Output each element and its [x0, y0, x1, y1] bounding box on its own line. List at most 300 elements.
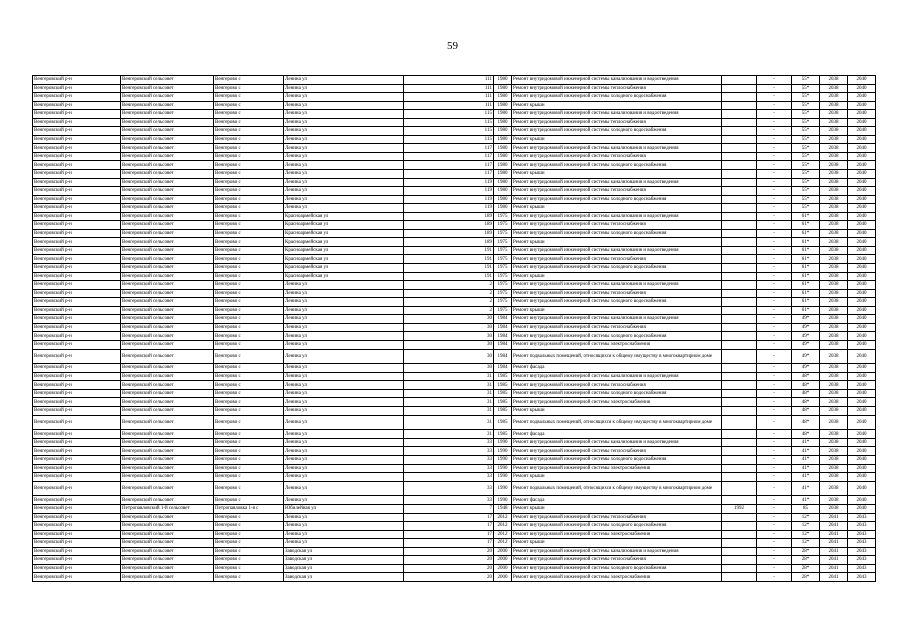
cell-built: 1980	[494, 110, 512, 119]
cell-built: 1990	[494, 447, 512, 456]
cell-street: Красноармейская ул	[284, 212, 404, 221]
cell-end_year: 2040	[848, 505, 876, 514]
cell-living: -	[757, 323, 792, 332]
cell-start_year: 2038	[820, 332, 848, 341]
cell-start_year: 2038	[820, 161, 848, 170]
cell-end_year: 2040	[848, 204, 876, 213]
cell-wear: 49*	[792, 323, 820, 332]
cell-start_year: 2038	[820, 481, 848, 496]
cell-settlement: Венгеровский сельсовет	[121, 530, 214, 539]
cell-area	[722, 381, 757, 390]
cell-end_year: 2040	[848, 306, 876, 315]
cell-district: Венгеровский р-н	[33, 246, 121, 255]
cell-district: Венгеровский р-н	[33, 93, 121, 102]
table-row	[33, 547, 876, 556]
cell-area	[722, 118, 757, 127]
cell-settlement: Венгеровский сельсовет	[121, 398, 214, 407]
cell-end_year: 2040	[848, 473, 876, 482]
cell-locality: Венгерово с	[214, 323, 284, 332]
cell-built: 1985	[494, 398, 512, 407]
cell-end_year: 2040	[848, 496, 876, 505]
cell-locality: Венгерово с	[214, 144, 284, 153]
table-row	[33, 204, 876, 213]
cell-district: Венгеровский р-н	[33, 306, 121, 315]
cell-living: -	[757, 438, 792, 447]
cell-built: 1975	[494, 264, 512, 273]
cell-wear: 61*	[792, 212, 820, 221]
table-row	[33, 101, 876, 110]
cell-street: Ленина ул	[284, 289, 404, 298]
cell-work: Ремонт подвальных помещений, относящихся к общему имуществу в многоквартирном доме	[512, 481, 722, 496]
cell-built: 1975	[494, 272, 512, 281]
cell-living: -	[757, 573, 792, 582]
cell-work: Ремонт крыши	[512, 170, 722, 179]
cell-street: Ленина ул	[284, 438, 404, 447]
cell-end_year: 2043	[848, 547, 876, 556]
cell-end_year: 2040	[848, 456, 876, 465]
cell-street: Ленина ул	[284, 178, 404, 187]
cell-district: Венгеровский р-н	[33, 229, 121, 238]
cell-street: Ленина ул	[284, 161, 404, 170]
cell-living: -	[757, 281, 792, 290]
cell-end_year: 2040	[848, 229, 876, 238]
table-row	[33, 473, 876, 482]
cell-settlement: Венгеровский сельсовет	[121, 564, 214, 573]
cell-living: -	[757, 178, 792, 187]
cell-built: 1975	[494, 281, 512, 290]
cell-wear: 48*	[792, 389, 820, 398]
table-row	[33, 481, 876, 496]
cell-area	[722, 221, 757, 230]
cell-district: Венгеровский р-н	[33, 127, 121, 136]
cell-street: Ленина ул	[284, 195, 404, 204]
cell-wear: 55*	[792, 93, 820, 102]
cell-living: -	[757, 530, 792, 539]
cell-wear: 55*	[792, 195, 820, 204]
cell-built: 1980	[494, 195, 512, 204]
cell-district: Венгеровский р-н	[33, 289, 121, 298]
cell-house: 191	[404, 246, 494, 255]
cell-house: 115	[404, 118, 494, 127]
cell-district: Венгеровский р-н	[33, 281, 121, 290]
cell-end_year: 2040	[848, 438, 876, 447]
cell-end_year: 2040	[848, 178, 876, 187]
cell-settlement: Венгеровский сельсовет	[121, 456, 214, 465]
cell-locality: Венгерово с	[214, 315, 284, 324]
cell-settlement: Венгеровский сельсовет	[121, 464, 214, 473]
cell-living: -	[757, 264, 792, 273]
cell-area	[722, 481, 757, 496]
cell-living: -	[757, 398, 792, 407]
cell-settlement: Венгеровский сельсовет	[121, 389, 214, 398]
cell-work: Ремонт крыши	[512, 473, 722, 482]
cell-end_year: 2040	[848, 481, 876, 496]
cell-work: Ремонт внутридомовой инженерной системы канализования и водоотведения	[512, 178, 722, 187]
cell-wear: 55*	[792, 118, 820, 127]
cell-start_year: 2038	[820, 127, 848, 136]
cell-house: 17	[404, 513, 494, 522]
cell-house: 119	[404, 195, 494, 204]
cell-start_year: 2038	[820, 323, 848, 332]
cell-start_year: 2038	[820, 187, 848, 196]
cell-area	[722, 556, 757, 565]
cell-settlement: Венгеровский сельсовет	[121, 161, 214, 170]
cell-built: 1975	[494, 289, 512, 298]
cell-work: Ремонт внутридомовой инженерной системы электроснабжения	[512, 398, 722, 407]
cell-house: 20	[404, 556, 494, 565]
cell-start_year: 2038	[820, 407, 848, 416]
table-row	[33, 389, 876, 398]
cell-house: 30	[404, 315, 494, 324]
cell-district: Венгеровский р-н	[33, 272, 121, 281]
cell-work: Ремонт внутридомовой инженерной системы холодного водоснабжения	[512, 161, 722, 170]
cell-street: Ленина ул	[284, 187, 404, 196]
cell-wear: 49*	[792, 340, 820, 349]
cell-living: -	[757, 221, 792, 230]
cell-district: Венгеровский р-н	[33, 522, 121, 531]
cell-work: Ремонт внутридомовой инженерной системы холодного водоснабжения	[512, 298, 722, 307]
cell-street: Ленина ул	[284, 398, 404, 407]
cell-area	[722, 255, 757, 264]
table-row	[33, 118, 876, 127]
cell-end_year: 2040	[848, 246, 876, 255]
cell-built: 1985	[494, 415, 512, 430]
cell-settlement: Венгеровский сельсовет	[121, 187, 214, 196]
cell-district: Венгеровский р-н	[33, 212, 121, 221]
cell-wear: 48*	[792, 430, 820, 439]
cell-end_year: 2040	[848, 415, 876, 430]
cell-living: -	[757, 496, 792, 505]
cell-house: 189	[404, 221, 494, 230]
cell-wear: 61*	[792, 272, 820, 281]
cell-work: Ремонт внутридомовой инженерной системы канализования и водоотведения	[512, 246, 722, 255]
cell-locality: Венгерово с	[214, 118, 284, 127]
cell-settlement: Венгеровский сельсовет	[121, 101, 214, 110]
cell-area	[722, 464, 757, 473]
cell-house: 2	[404, 281, 494, 290]
cell-end_year: 2043	[848, 539, 876, 548]
cell-locality: Венгерово с	[214, 332, 284, 341]
table-row	[33, 221, 876, 230]
table-row	[33, 289, 876, 298]
cell-built: 1990	[494, 481, 512, 496]
cell-living: -	[757, 152, 792, 161]
cell-settlement: Венгеровский сельсовет	[121, 407, 214, 416]
cell-house: 119	[404, 204, 494, 213]
cell-end_year: 2043	[848, 513, 876, 522]
cell-built: 1980	[494, 101, 512, 110]
cell-living: -	[757, 481, 792, 496]
cell-wear: 55*	[792, 161, 820, 170]
table-row	[33, 407, 876, 416]
cell-area	[722, 84, 757, 93]
cell-settlement: Венгеровский сельсовет	[121, 539, 214, 548]
cell-district: Венгеровский р-н	[33, 195, 121, 204]
cell-street: Ленина ул	[284, 456, 404, 465]
cell-living: -	[757, 76, 792, 85]
cell-locality: Петропавловка 1-я с	[214, 505, 284, 514]
cell-end_year: 2040	[848, 398, 876, 407]
cell-street: Ленина ул	[284, 530, 404, 539]
cell-house: 191	[404, 264, 494, 273]
cell-end_year: 2040	[848, 161, 876, 170]
cell-house: 191	[404, 255, 494, 264]
cell-work: Ремонт внутридомовой инженерной системы холодного водоснабжения	[512, 332, 722, 341]
cell-wear: 61*	[792, 229, 820, 238]
cell-work: Ремонт фасада	[512, 364, 722, 373]
cell-locality: Венгерово с	[214, 556, 284, 565]
cell-built: 2012	[494, 513, 512, 522]
cell-area	[722, 144, 757, 153]
cell-built: 2012	[494, 539, 512, 548]
cell-living: -	[757, 238, 792, 247]
cell-street: Ленина ул	[284, 110, 404, 119]
cell-wear: 61*	[792, 221, 820, 230]
cell-settlement: Венгеровский сельсовет	[121, 481, 214, 496]
cell-built: 1975	[494, 229, 512, 238]
cell-work: Ремонт внутридомовой инженерной системы теплоснабжения	[512, 255, 722, 264]
cell-start_year: 2041	[820, 564, 848, 573]
cell-locality: Венгерово с	[214, 381, 284, 390]
cell-house: 33	[404, 473, 494, 482]
cell-living: -	[757, 127, 792, 136]
table-row	[33, 456, 876, 465]
cell-wear: 55*	[792, 84, 820, 93]
cell-area	[722, 372, 757, 381]
cell-house: 17	[404, 530, 494, 539]
cell-wear: 85	[792, 505, 820, 514]
table-row	[33, 464, 876, 473]
cell-district: Венгеровский р-н	[33, 323, 121, 332]
cell-end_year: 2040	[848, 389, 876, 398]
cell-wear: 61*	[792, 289, 820, 298]
cell-wear: 41*	[792, 447, 820, 456]
cell-work: Ремонт внутридомовой инженерной системы холодного водоснабжения	[512, 127, 722, 136]
table-row	[33, 438, 876, 447]
cell-street: Красноармейская ул	[284, 229, 404, 238]
cell-locality: Венгерово с	[214, 349, 284, 364]
cell-start_year: 2038	[820, 195, 848, 204]
cell-house: 30	[404, 340, 494, 349]
cell-end_year: 2040	[848, 101, 876, 110]
cell-built: 1980	[494, 144, 512, 153]
cell-area	[722, 238, 757, 247]
cell-settlement: Венгеровский сельсовет	[121, 415, 214, 430]
cell-house: 33	[404, 447, 494, 456]
cell-living: -	[757, 144, 792, 153]
cell-end_year: 2040	[848, 187, 876, 196]
cell-district: Венгеровский р-н	[33, 101, 121, 110]
cell-house: 31	[404, 415, 494, 430]
cell-settlement: Венгеровский сельсовет	[121, 289, 214, 298]
table-row	[33, 522, 876, 531]
cell-end_year: 2040	[848, 221, 876, 230]
cell-area	[722, 212, 757, 221]
cell-locality: Венгерово с	[214, 306, 284, 315]
cell-living: -	[757, 447, 792, 456]
cell-built: 1984	[494, 349, 512, 364]
cell-living: -	[757, 522, 792, 531]
cell-work: Ремонт внутридомовой инженерной системы электроснабжения	[512, 573, 722, 582]
cell-district: Венгеровский р-н	[33, 473, 121, 482]
cell-street: Ленина ул	[284, 127, 404, 136]
cell-area	[722, 349, 757, 364]
cell-district: Венгеровский р-н	[33, 144, 121, 153]
cell-start_year: 2038	[820, 456, 848, 465]
cell-living: -	[757, 306, 792, 315]
cell-settlement: Венгеровский сельсовет	[121, 372, 214, 381]
cell-locality: Венгерово с	[214, 298, 284, 307]
table-row	[33, 513, 876, 522]
cell-house: 31	[404, 430, 494, 439]
cell-locality: Венгерово с	[214, 372, 284, 381]
cell-living: -	[757, 473, 792, 482]
cell-wear: 55*	[792, 76, 820, 85]
cell-start_year: 2038	[820, 496, 848, 505]
cell-settlement: Венгеровский сельсовет	[121, 573, 214, 582]
cell-end_year: 2040	[848, 195, 876, 204]
cell-settlement: Венгеровский сельсовет	[121, 135, 214, 144]
cell-start_year: 2038	[820, 415, 848, 430]
cell-house: 111	[404, 101, 494, 110]
cell-area	[722, 187, 757, 196]
cell-built: 1980	[494, 170, 512, 179]
cell-street: Юбилейная ул	[284, 505, 404, 514]
cell-start_year: 2038	[820, 135, 848, 144]
cell-work: Ремонт внутридомовой инженерной системы теплоснабжения	[512, 187, 722, 196]
cell-end_year: 2040	[848, 110, 876, 119]
cell-street: Ленина ул	[284, 332, 404, 341]
cell-street: Ленина ул	[284, 306, 404, 315]
cell-start_year: 2038	[820, 246, 848, 255]
cell-district: Венгеровский р-н	[33, 481, 121, 496]
cell-start_year: 2038	[820, 389, 848, 398]
cell-living: -	[757, 84, 792, 93]
cell-locality: Венгерово с	[214, 438, 284, 447]
cell-house: 189	[404, 212, 494, 221]
cell-built: 1980	[494, 93, 512, 102]
cell-district: Венгеровский р-н	[33, 381, 121, 390]
table-row	[33, 496, 876, 505]
cell-built: 1984	[494, 340, 512, 349]
table-row	[33, 110, 876, 119]
cell-street: Ленина ул	[284, 170, 404, 179]
cell-street: Заводская ул	[284, 547, 404, 556]
table-row	[33, 539, 876, 548]
cell-wear: 12*	[792, 539, 820, 548]
cell-wear: 49*	[792, 349, 820, 364]
cell-street: Ленина ул	[284, 496, 404, 505]
cell-street: Ленина ул	[284, 144, 404, 153]
cell-area	[722, 398, 757, 407]
cell-work: Ремонт внутридомовой инженерной системы теплоснабжения	[512, 289, 722, 298]
cell-settlement: Венгеровский сельсовет	[121, 281, 214, 290]
cell-wear: 28*	[792, 556, 820, 565]
cell-wear: 55*	[792, 110, 820, 119]
cell-house: 117	[404, 170, 494, 179]
cell-work: Ремонт внутридомовой инженерной системы электроснабжения	[512, 340, 722, 349]
cell-house: 111	[404, 76, 494, 85]
cell-area	[722, 522, 757, 531]
table-row	[33, 76, 876, 85]
cell-built: 1990	[494, 464, 512, 473]
cell-wear: 41*	[792, 473, 820, 482]
cell-wear: 48*	[792, 407, 820, 416]
cell-area	[722, 407, 757, 416]
cell-start_year: 2038	[820, 118, 848, 127]
page-number: 59	[447, 40, 458, 52]
cell-start_year: 2038	[820, 76, 848, 85]
cell-locality: Венгерово с	[214, 389, 284, 398]
cell-district: Венгеровский р-н	[33, 456, 121, 465]
cell-wear: 41*	[792, 456, 820, 465]
cell-street: Ленина ул	[284, 340, 404, 349]
cell-built: 1980	[494, 84, 512, 93]
cell-locality: Венгерово с	[214, 135, 284, 144]
cell-street: Ленина ул	[284, 430, 404, 439]
table-row	[33, 135, 876, 144]
cell-settlement: Венгеровский сельсовет	[121, 340, 214, 349]
cell-start_year: 2041	[820, 513, 848, 522]
cell-district: Венгеровский р-н	[33, 539, 121, 548]
cell-wear: 48*	[792, 372, 820, 381]
cell-house: 33	[404, 481, 494, 496]
cell-built: 1984	[494, 364, 512, 373]
cell-house: 30	[404, 349, 494, 364]
cell-end_year: 2040	[848, 332, 876, 341]
cell-end_year: 2040	[848, 93, 876, 102]
cell-built: 1975	[494, 255, 512, 264]
cell-area	[722, 564, 757, 573]
cell-wear: 61*	[792, 255, 820, 264]
cell-living: -	[757, 556, 792, 565]
cell-street: Красноармейская ул	[284, 264, 404, 273]
cell-start_year: 2038	[820, 212, 848, 221]
cell-start_year: 2038	[820, 221, 848, 230]
cell-wear: 12*	[792, 530, 820, 539]
cell-built: 1990	[494, 496, 512, 505]
cell-built: 1975	[494, 221, 512, 230]
cell-work: Ремонт внутридомовой инженерной системы канализования и водоотведения	[512, 547, 722, 556]
cell-street: Заводская ул	[284, 556, 404, 565]
cell-area	[722, 229, 757, 238]
cell-work: Ремонт крыши	[512, 204, 722, 213]
cell-wear: 55*	[792, 152, 820, 161]
cell-house: 7	[404, 505, 494, 514]
cell-area	[722, 127, 757, 136]
cell-living: -	[757, 415, 792, 430]
cell-area	[722, 496, 757, 505]
cell-settlement: Венгеровский сельсовет	[121, 195, 214, 204]
table-row	[33, 272, 876, 281]
cell-work: Ремонт внутридомовой инженерной системы холодного водоснабжения	[512, 456, 722, 465]
cell-settlement: Венгеровский сельсовет	[121, 212, 214, 221]
cell-locality: Венгерово с	[214, 522, 284, 531]
table-row	[33, 430, 876, 439]
cell-area	[722, 289, 757, 298]
cell-wear: 48*	[792, 398, 820, 407]
cell-settlement: Венгеровский сельсовет	[121, 264, 214, 273]
cell-start_year: 2038	[820, 438, 848, 447]
cell-settlement: Венгеровский сельсовет	[121, 170, 214, 179]
table-row	[33, 170, 876, 179]
cell-built: 1985	[494, 407, 512, 416]
cell-end_year: 2040	[848, 298, 876, 307]
cell-start_year: 2038	[820, 178, 848, 187]
cell-settlement: Венгеровский сельсовет	[121, 323, 214, 332]
cell-street: Ленина ул	[284, 415, 404, 430]
cell-built: 1980	[494, 118, 512, 127]
